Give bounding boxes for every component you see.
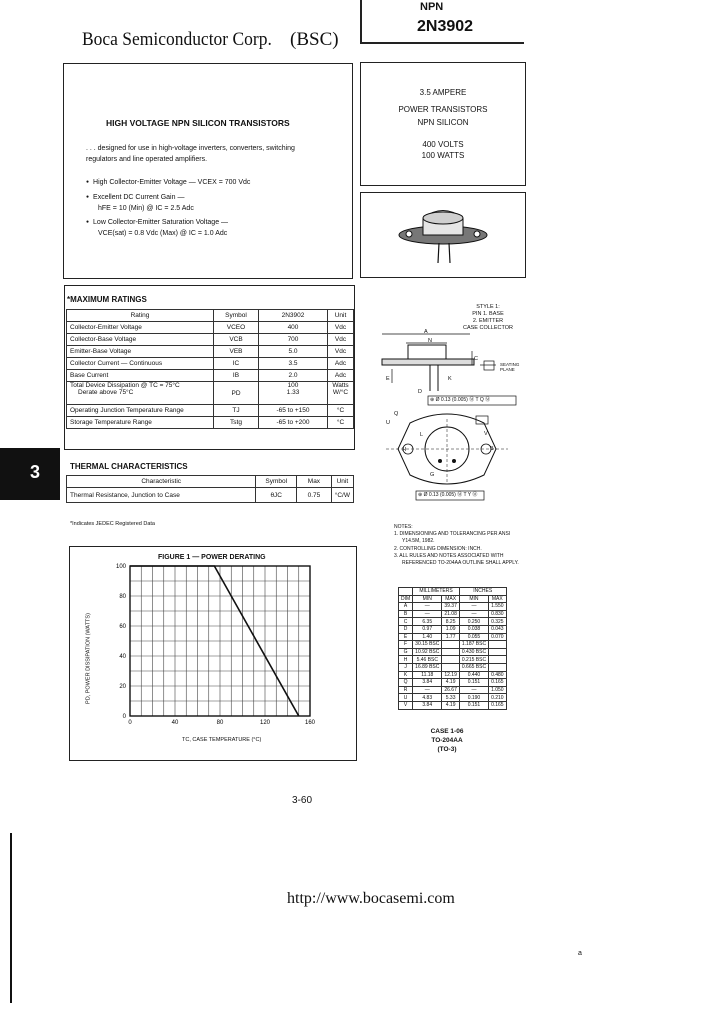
- rating-name-line1: Total Device Dissipation @ TC = 75°C: [70, 382, 180, 389]
- website-url[interactable]: http://www.bocasemi.com: [287, 890, 455, 907]
- style-line-4: CASE COLLECTOR: [462, 325, 514, 331]
- rating-value-line2: 1.33: [286, 389, 300, 396]
- dim-cell: 11.18: [413, 671, 442, 679]
- binding-edge-line: [10, 833, 12, 1003]
- thermal-symbol: θJC: [256, 488, 297, 503]
- y-tick-label: 100: [115, 564, 126, 570]
- dim-row: [399, 671, 507, 679]
- notes-title: NOTES:: [394, 524, 413, 530]
- rating-symbol: IC: [214, 358, 259, 370]
- dim-cell: G: [399, 648, 413, 656]
- rating-symbol: TJ: [214, 405, 259, 417]
- dim-header-row: [399, 595, 507, 603]
- rating-value: 2.0: [259, 370, 328, 382]
- dim-header: MAX: [489, 595, 507, 603]
- callout-seating-plane: SEATING PLANE: [500, 362, 520, 372]
- dim-cell: 6.35: [413, 618, 442, 626]
- rating-symbol: Tstg: [214, 417, 259, 429]
- dim-row: [399, 625, 507, 633]
- note-line: Y14.5M, 1982.: [402, 538, 435, 545]
- dim-cell: —: [459, 686, 488, 694]
- style-line-3: 2. EMITTER: [472, 318, 504, 324]
- dim-row: [399, 610, 507, 618]
- callout-c: C: [474, 356, 478, 362]
- dim-header-in: INCHES: [459, 588, 506, 596]
- thermal-table: [66, 475, 354, 503]
- page-number: 3-60: [292, 795, 313, 806]
- dim-cell: —: [459, 610, 488, 618]
- rating-name: Operating Junction Temperature Range: [67, 405, 214, 417]
- x-tick-label: 0: [128, 720, 132, 726]
- table-row: [67, 334, 354, 346]
- dim-cell: B: [399, 610, 413, 618]
- thermal-characteristic: Thermal Resistance, Junction to Case: [67, 488, 256, 503]
- intro-desc-line2: regulators and line operated amplifiers.: [86, 156, 208, 163]
- rating-value: -65 to +200: [259, 417, 328, 429]
- rating-unit: [328, 382, 354, 405]
- dim-cell: 0.97: [413, 625, 442, 633]
- rating-unit-line1: Watts: [332, 382, 349, 389]
- header-rating: Rating: [67, 310, 214, 322]
- intro-desc-line1: . . . designed for use in high-voltage inverters, converters, switching: [86, 145, 295, 152]
- dim-header-blank: [399, 588, 413, 596]
- dim-cell: 5.33: [442, 694, 460, 702]
- section-tab-number: 3: [30, 462, 41, 482]
- package-notes: [394, 524, 519, 567]
- y-tick-label: 40: [119, 654, 126, 660]
- callout-k: K: [448, 376, 452, 382]
- dim-row: [399, 618, 507, 626]
- callout-v: V: [484, 431, 488, 437]
- dim-cell: 0.151: [459, 701, 488, 709]
- rating-name: Base Current: [67, 370, 214, 382]
- rating-unit: Adc: [328, 370, 354, 382]
- dim-cell: H: [399, 656, 413, 664]
- dim-row: [399, 679, 507, 687]
- feature-bullet-3: ● Low Collector-Emitter Saturation Voltage —: [86, 218, 228, 228]
- dim-cell: 0.055: [459, 633, 488, 641]
- dim-cell: 26.67: [442, 686, 460, 694]
- rating-unit: °C: [328, 405, 354, 417]
- dim-row: [399, 633, 507, 641]
- dim-header: DIM: [399, 595, 413, 603]
- dim-cell: D: [399, 625, 413, 633]
- company-name: Boca Semiconductor Corp.: [82, 29, 272, 50]
- case-package: TO-204AA: [431, 737, 463, 744]
- header-characteristic: Characteristic: [67, 476, 256, 488]
- table-row: [67, 488, 354, 503]
- dim-header-mm: MILLIMETERS: [413, 588, 460, 596]
- dim-cell: 0.430 BSC: [459, 648, 488, 656]
- rating-unit-line2: W/°C: [332, 389, 349, 396]
- section-tab: [0, 448, 60, 500]
- dim-cell: Q: [399, 679, 413, 687]
- dim-cell: [442, 641, 460, 649]
- dim-cell: V: [399, 701, 413, 709]
- table-header-row: [67, 476, 354, 488]
- dim-cell: E: [399, 633, 413, 641]
- dim-cell: 1.187 BSC: [459, 641, 488, 649]
- header-symbol: Symbol: [214, 310, 259, 322]
- header-type: NPN: [420, 1, 444, 13]
- rating-value: 3.5: [259, 358, 328, 370]
- header-max: Max: [297, 476, 332, 488]
- dimensions-table: [398, 587, 507, 710]
- y-tick-label: 20: [119, 684, 126, 690]
- table-row: [67, 370, 354, 382]
- header-part: 2N3902: [259, 310, 328, 322]
- table-row: [67, 322, 354, 334]
- summary-npn-silicon: NPN SILICON: [417, 118, 469, 127]
- rating-value-line1: 100: [287, 382, 299, 389]
- dim-cell: 0.038: [459, 625, 488, 633]
- dim-cell: 4.19: [442, 701, 460, 709]
- case-label: [418, 727, 476, 754]
- header-symbol: Symbol: [256, 476, 297, 488]
- chart-xlabel: TC, CASE TEMPERATURE (°C): [182, 737, 262, 743]
- dim-cell: 0.210: [489, 694, 507, 702]
- rating-value: [259, 382, 328, 405]
- jedec-footnote: *Indicates JEDEC Registered Data: [70, 521, 155, 527]
- dim-cell: [489, 641, 507, 649]
- summary-watts: 100 WATTS: [421, 151, 465, 160]
- header-vertical-rule: [360, 0, 362, 44]
- x-tick-label: 40: [171, 720, 179, 726]
- feature-bullet-2-sub: hFE = 10 (Min) @ IC = 2.5 Adc: [98, 205, 194, 212]
- summary-current: 3.5 AMPERE: [419, 88, 467, 97]
- chart-ylabel: PD, POWER DISSIPATION (WATTS): [85, 613, 92, 704]
- dim-cell: 3.84: [413, 679, 442, 687]
- tolerance-callout-2: ⊕ Ø 0.13 (0.005) Ⓜ T Y Ⓜ: [418, 492, 478, 498]
- feature-bullet-2: ● Excellent DC Current Gain —: [86, 193, 184, 203]
- callout-g: G: [430, 472, 435, 478]
- dim-cell: —: [413, 610, 442, 618]
- rating-name: Collector Current — Continuous: [67, 358, 214, 370]
- callout-u: U: [386, 420, 390, 426]
- feature-bullet-1: ● High Collector-Emitter Voltage — VCEX = 700 Vdc: [86, 178, 250, 188]
- rating-symbol: VCEO: [214, 322, 259, 334]
- dim-header: MIN: [459, 595, 488, 603]
- thermal-unit: °C/W: [331, 488, 353, 503]
- callout-b: B: [490, 446, 494, 452]
- dim-cell: 0.070: [489, 633, 507, 641]
- package-photo-box: [360, 192, 526, 278]
- dim-cell: 4.83: [413, 694, 442, 702]
- dim-row: [399, 694, 507, 702]
- dim-cell: 12.19: [442, 671, 460, 679]
- callout-q: Q: [394, 411, 399, 417]
- to3-package-illustration: [361, 193, 524, 276]
- dim-cell: 1.050: [489, 686, 507, 694]
- callout-a: A: [424, 329, 428, 335]
- header-unit: Unit: [328, 310, 354, 322]
- dim-cell: 0.440: [459, 671, 488, 679]
- case-alias: (TO-3): [437, 746, 457, 753]
- dim-row: [399, 701, 507, 709]
- rating-value: 5.0: [259, 346, 328, 358]
- dim-cell: F: [399, 641, 413, 649]
- table-row: [67, 382, 354, 405]
- dim-cell: [442, 648, 460, 656]
- callout-n: N: [428, 338, 432, 344]
- dim-cell: 1.09: [442, 625, 460, 633]
- rating-name: Collector-Base Voltage: [67, 334, 214, 346]
- dim-cell: 0.830: [489, 610, 507, 618]
- style-line-2: PIN 1. BASE: [472, 311, 504, 317]
- dim-cell: 39.37: [442, 603, 460, 611]
- dim-cell: 0.325: [489, 618, 507, 626]
- rating-unit: °C: [328, 417, 354, 429]
- note-line: 3. ALL RULES AND NOTES ASSOCIATED WITH: [394, 552, 504, 559]
- table-row: [67, 346, 354, 358]
- rating-unit: Adc: [328, 358, 354, 370]
- dim-cell: 5.46 BSC: [413, 656, 442, 664]
- rating-value: -65 to +150: [259, 405, 328, 417]
- rating-unit: Vdc: [328, 322, 354, 334]
- rating-name: Collector-Emitter Voltage: [67, 322, 214, 334]
- y-tick-label: 60: [119, 624, 126, 630]
- rating-unit: Vdc: [328, 334, 354, 346]
- part-number: 2N3902: [417, 18, 474, 35]
- table-row: [67, 417, 354, 429]
- dim-cell: U: [399, 694, 413, 702]
- dim-row: [399, 686, 507, 694]
- dim-cell: [442, 656, 460, 664]
- summary-power-transistors: POWER TRANSISTORS: [398, 105, 488, 114]
- x-tick-label: 160: [304, 720, 316, 726]
- dim-cell: J: [399, 663, 413, 671]
- rating-name: [67, 382, 214, 405]
- table-row: [67, 358, 354, 370]
- dim-cell: 16.89 BSC: [413, 663, 442, 671]
- dim-cell: —: [459, 603, 488, 611]
- dim-cell: [489, 656, 507, 664]
- dim-cell: 0.480: [489, 671, 507, 679]
- tolerance-callout-1: ⊕ Ø 0.13 (0.005) Ⓜ T Q Ⓜ: [430, 397, 491, 403]
- case-number: CASE 1-06: [430, 728, 464, 735]
- dim-header: MIN: [413, 595, 442, 603]
- rating-value: 700: [259, 334, 328, 346]
- thermal-title: THERMAL CHARACTERISTICS: [70, 462, 188, 471]
- dim-cell: C: [399, 618, 413, 626]
- dim-cell: 0.250: [459, 618, 488, 626]
- dim-cell: 1.550: [489, 603, 507, 611]
- rating-symbol: VCB: [214, 334, 259, 346]
- dim-cell: 0.043: [489, 625, 507, 633]
- note-line: 1. DIMENSIONING AND TOLERANCING PER ANSI: [394, 531, 511, 538]
- note-line: 2. CONTROLLING DIMENSION: INCH.: [394, 545, 482, 552]
- dim-cell: 30.15 BSC: [413, 641, 442, 649]
- dim-cell: [442, 663, 460, 671]
- dim-row: [399, 641, 507, 649]
- rating-name-line2: Derate above 75°C: [78, 389, 134, 396]
- rating-unit: Vdc: [328, 346, 354, 358]
- dim-cell: 0.190: [459, 694, 488, 702]
- corner-mark: a: [578, 950, 582, 957]
- rating-symbol: VEB: [214, 346, 259, 358]
- dim-row: [399, 648, 507, 656]
- dim-header-top-row: [399, 588, 507, 596]
- dim-cell: 3.84: [413, 701, 442, 709]
- intro-title: HIGH VOLTAGE NPN SILICON TRANSISTORS: [106, 118, 290, 128]
- dim-cell: 0.151: [459, 679, 488, 687]
- dim-cell: 1.77: [442, 633, 460, 641]
- dim-header: MAX: [442, 595, 460, 603]
- x-tick-label: 120: [259, 720, 271, 726]
- dim-cell: —: [413, 603, 442, 611]
- header-unit: Unit: [331, 476, 353, 488]
- dim-cell: [489, 648, 507, 656]
- feature-bullet-3-sub: VCE(sat) = 0.8 Vdc (Max) @ IC = 1.0 Adc: [98, 230, 228, 237]
- dim-cell: [489, 663, 507, 671]
- x-tick-label: 80: [216, 720, 224, 726]
- style-line-1: STYLE 1:: [476, 304, 500, 310]
- callout-l: L: [420, 432, 424, 438]
- dim-cell: 4.19: [442, 679, 460, 687]
- dim-cell: A: [399, 603, 413, 611]
- dim-cell: 0.165: [489, 701, 507, 709]
- rating-symbol: IB: [214, 370, 259, 382]
- note-line: REFERENCED TO-204AA OUTLINE SHALL APPLY.: [402, 560, 519, 567]
- thermal-max: 0.75: [297, 488, 332, 503]
- rating-name: Storage Temperature Range: [67, 417, 214, 429]
- summary-box: [360, 62, 526, 186]
- max-ratings-table: [66, 309, 354, 429]
- dim-row: [399, 656, 507, 664]
- max-ratings-title: *MAXIMUM RATINGS: [67, 295, 147, 304]
- dim-cell: —: [413, 686, 442, 694]
- dim-row: [399, 603, 507, 611]
- table-row: [67, 405, 354, 417]
- dim-cell: 0.215 BSC: [459, 656, 488, 664]
- chart-title: FIGURE 1 — POWER DERATING: [158, 554, 266, 561]
- dim-cell: 8.25: [442, 618, 460, 626]
- dim-row: [399, 663, 507, 671]
- callout-h: H: [402, 447, 406, 453]
- power-derating-chart: [69, 546, 357, 761]
- dim-cell: R: [399, 686, 413, 694]
- dim-cell: 0.165: [489, 679, 507, 687]
- dim-cell: 21.08: [442, 610, 460, 618]
- table-header-row: [67, 310, 354, 322]
- dim-cell: K: [399, 671, 413, 679]
- dim-cell: 0.665 BSC: [459, 663, 488, 671]
- y-tick-label: 0: [122, 714, 126, 720]
- summary-volts: 400 VOLTS: [422, 140, 464, 149]
- company-abbrev: (BSC): [290, 29, 339, 50]
- rating-value: 400: [259, 322, 328, 334]
- callout-e: E: [386, 376, 390, 382]
- y-tick-label: 80: [119, 594, 126, 600]
- rating-symbol: PD: [214, 382, 259, 405]
- dim-cell: 1.40: [413, 633, 442, 641]
- dim-cell: 10.92 BSC: [413, 648, 442, 656]
- rating-name: Emitter-Base Voltage: [67, 346, 214, 358]
- header-horizontal-rule: [360, 42, 524, 44]
- callout-d: D: [418, 389, 422, 395]
- intro-box: [63, 63, 353, 279]
